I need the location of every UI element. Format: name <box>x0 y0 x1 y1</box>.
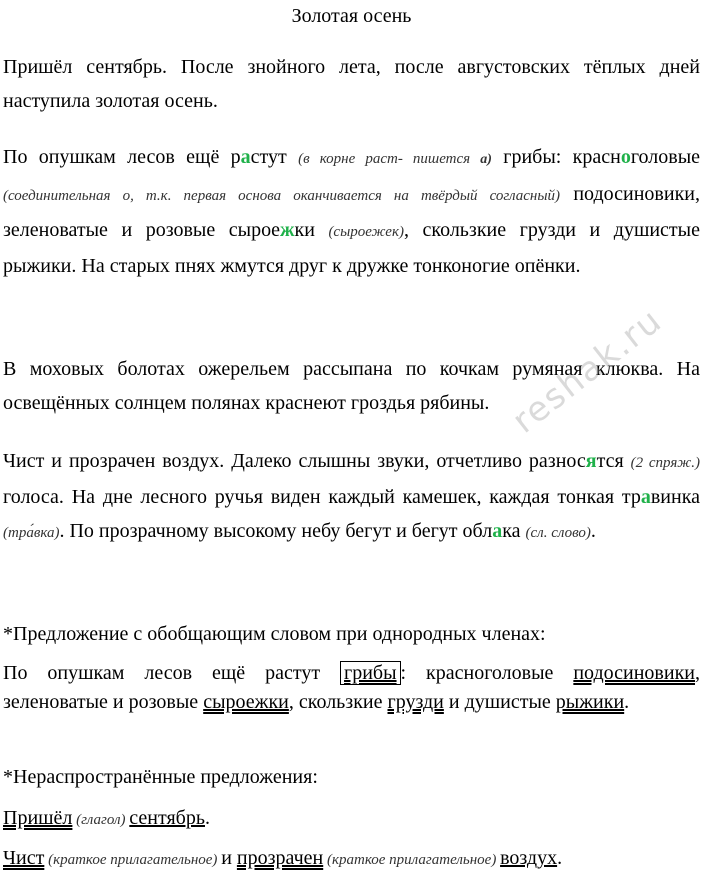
predicate: Пришёл <box>3 807 73 829</box>
homogeneous-member: рыжики <box>555 691 625 713</box>
watermark: reshak.ru <box>505 300 671 442</box>
paragraph-intro: Пришёл сентябрь. После знойного лета, после августовских тёплых дней наступила золотая осень. <box>3 56 700 112</box>
paragraph-air: Чист и прозрачен воздух. Далеко слышны звуки, отчетливо разносятся (2 спряж.) голоса. На дне лесного ручья виден каждый камешек, каждая тонкая травинка (тра́вка). По прозрачному высокому небу бегут и бегут облака (сл. слово). <box>3 450 700 542</box>
generalizing-word: грибы <box>340 661 401 685</box>
paragraph-swamps: В моховых болотах ожерельем рассыпана по кочкам румяная клюква. На освещённых солнцем полянах краснеют гроздья рябины. <box>3 358 700 414</box>
homogeneous-member: подосиновики <box>573 662 695 684</box>
homogeneous-member: сыроежки <box>203 691 289 713</box>
sentence-parse-1: Пришёл (глагол) сентябрь. <box>3 807 210 829</box>
document-title: Золотая осень <box>291 5 412 27</box>
paragraph-mushrooms: По опушкам лесов ещё растут (в корне раст- пишется а) грибы: красноголовые (соединительная о, т.к. первая основа оканчивается на твёрдый согласный) подосиновики, зеленоватые и розовые сыроeжки (сыроежек), скользкие грузди и душистые рыжики. На старых пнях жмутся друг к дружке тонконогие опёнки. <box>3 146 701 277</box>
predicate: Чист <box>3 847 45 869</box>
subject: воздух <box>500 847 558 869</box>
heading-generalizing-word: *Предложение с обобщающим словом при однородных членах: <box>3 623 546 645</box>
heading-simple-sentences: *Нераспространённые предложения: <box>3 766 318 788</box>
paragraph-parsed-sentence: По опушкам лесов ещё растут грибы : красноголовые подосиновики, зеленоватые и розовые сыроежки, скользкие грузди и душистые рыжики. <box>3 662 700 713</box>
homogeneous-member: грузди <box>387 691 444 713</box>
subject: сентябрь <box>129 807 205 829</box>
predicate: прозрачен <box>236 847 324 869</box>
sentence-parse-2: Чист (краткое прилагательное) и прозрачен (краткое прилагательное) воздух. <box>3 847 563 869</box>
